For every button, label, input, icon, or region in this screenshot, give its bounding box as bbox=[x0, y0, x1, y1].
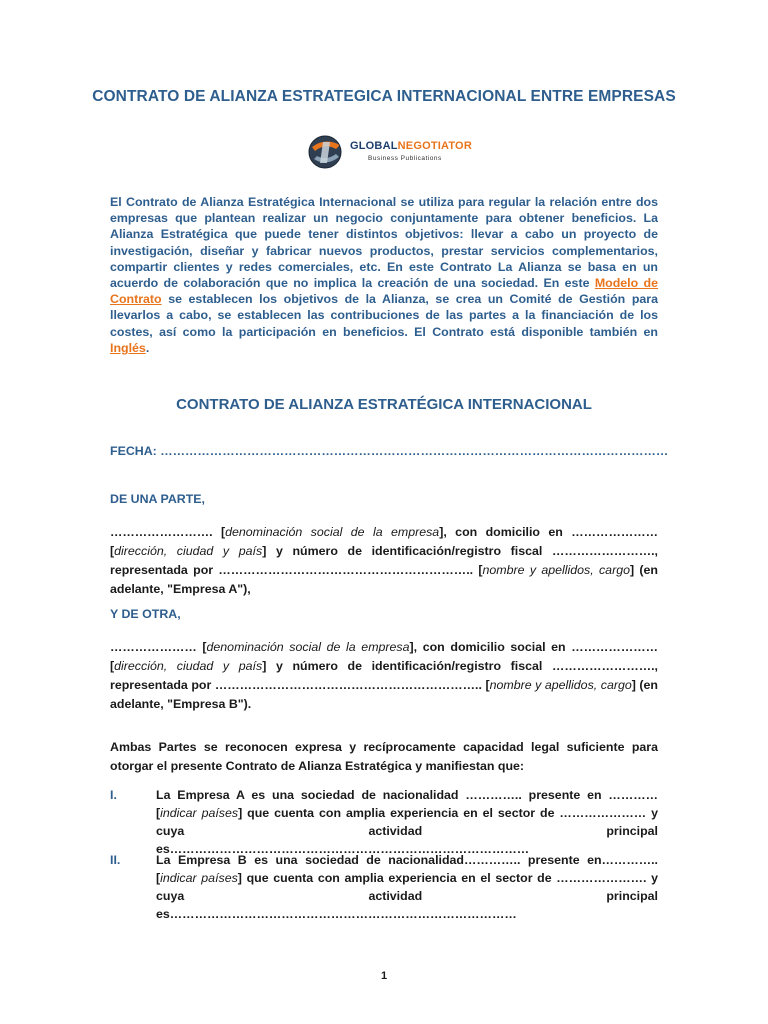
modelo-de-contrato-link[interactable]: Modelo de Contrato bbox=[110, 276, 659, 307]
page-number: 1 bbox=[380, 970, 388, 982]
recital-number: II. bbox=[110, 853, 121, 867]
party-a-heading: DE UNA PARTE, bbox=[110, 492, 205, 506]
intro-paragraph: El Contrato de Alianza Estratégica Internacional se utiliza para regular la relación entre dos empresas que plantean realizar un negocio conjuntamente para obtener beneficios. La Alianza Estratégica que puede tener distintos objetivos: llevar a cabo un proyecto de investigación, diseñar y fabricar nuevos productos, prestar servicios complementarios, compartir clientes y redes comerciales, etc. En este Contrato La Alianza se basa en un acuerdo de colaboración que no implica la creación de una sociedad. En este Modelo de Contrato se establecen los objetivos de la Alianza, se crea un Comité de Gestión para llevarlos a cabo, se establecen las contribuciones de las partes a la financiación de los costes, así como la participación en beneficios. El Contrato está disponible también en Inglés. bbox=[110, 195, 659, 355]
party-a-paragraph: ……………………. [denominación social de la empresa], con domicilio en ………………… [dirección, ciudad y país] y número de identificación/registro fiscal ……………………., representada por …………………………………………………….. [nombre y apellidos, cargo] (en adelante, "Empresa A"), bbox=[110, 525, 659, 596]
logo-tagline: Business Publications bbox=[368, 155, 442, 162]
fecha-line: FECHA: …………………………………………………………………………………………………………… bbox=[110, 444, 669, 458]
party-b-heading: Y DE OTRA, bbox=[110, 607, 181, 621]
global-negotiator-logo bbox=[306, 133, 476, 171]
recital-text: La Empresa A es una sociedad de nacionalidad ………….. presente en ………… [indicar países] que cuenta con amplia experiencia en el sector de ………………… y cuya actividad principal es…………………………………………………………………………… bbox=[156, 788, 658, 856]
contract-subtitle: CONTRATO DE ALIANZA ESTRATÉGICA INTERNACIONAL bbox=[176, 396, 592, 413]
recital-number: I. bbox=[110, 788, 117, 802]
party-b-paragraph: ………………… [denominación social de la empresa], con domicilio social en ………………… [dirección, ciudad y país] y número de identificación/registro fiscal ……………………., representada por ……………………………………………………….. [nombre y apellidos, cargo] (en adelante, "Empresa B"). bbox=[110, 640, 658, 711]
logo-brand-text: GLOBALNEGOTIATOR bbox=[350, 140, 472, 152]
globe-logo-icon bbox=[306, 133, 346, 171]
ingles-link[interactable]: Inglés bbox=[110, 340, 146, 355]
recitals-intro: Ambas Partes se reconocen expresa y recíprocamente capacidad legal suficiente para otorgar el presente Contrato de Alianza Estratégica y manifiestan que: bbox=[110, 740, 658, 773]
recital-text: La Empresa B es una sociedad de nacionalidad………….. presente en………….. [indicar países] que cuenta con amplia experiencia en el sector de …………………. y cuya actividad principal es………………………………………………………………………… bbox=[156, 853, 658, 921]
document-title: CONTRATO DE ALIANZA ESTRATEGICA INTERNACIONAL ENTRE EMPRESAS bbox=[92, 88, 676, 105]
